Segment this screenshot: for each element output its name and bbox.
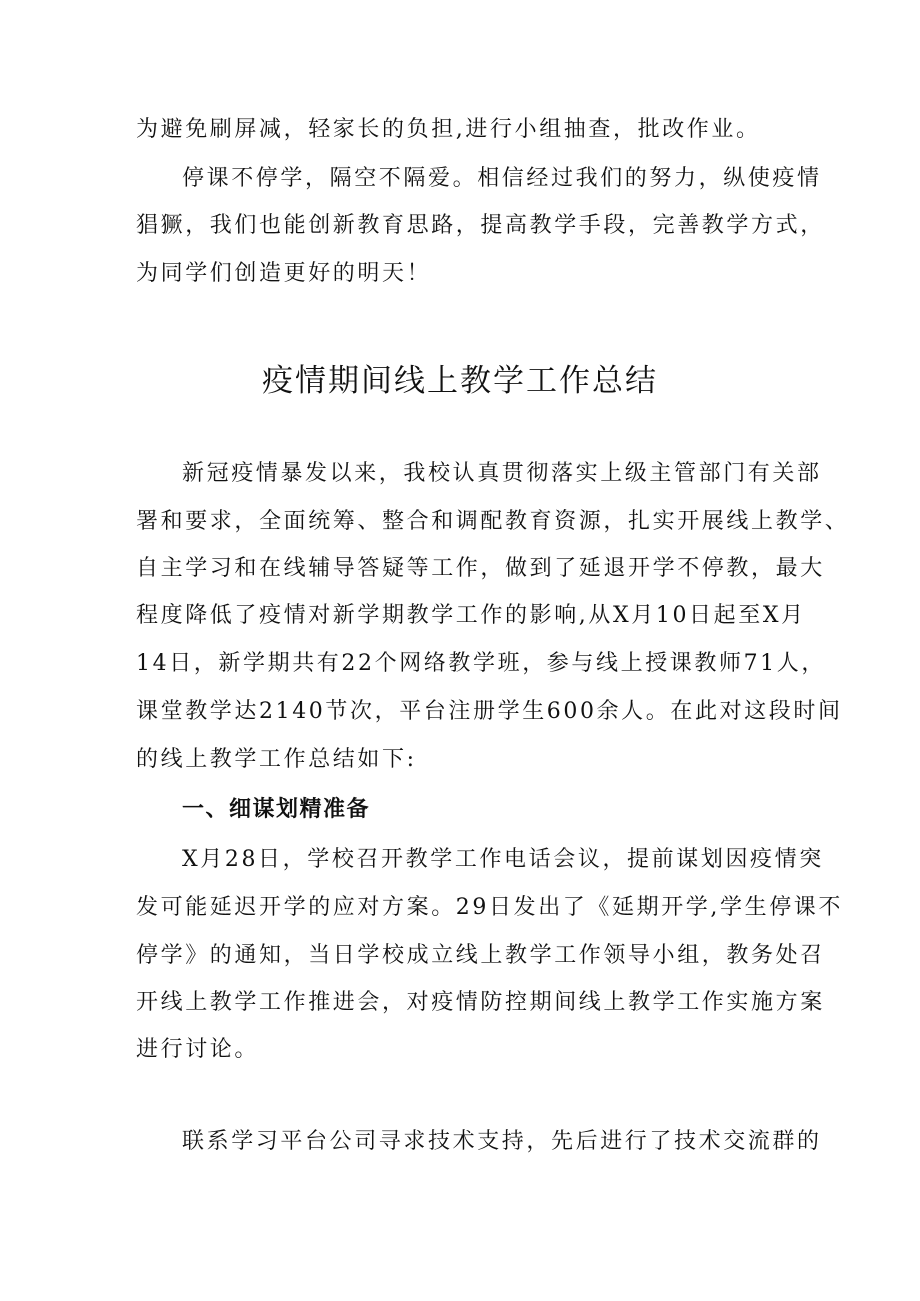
prev-paragraph-line: 为避免刷屏减，轻家长的负担,进行小组抽查，批改作业。	[136, 117, 761, 142]
intro-line: 署和要求，全面统筹、整合和调配教育资源，扎实开展线上教学、	[136, 509, 850, 534]
intro-line: 新冠疫情暴发以来，我校认真贯彻落实上级主管部门有关部	[182, 461, 822, 486]
prev-paragraph-line: 停课不停学，隔空不隔爱。相信经过我们的努力，纵使疫情	[182, 166, 822, 191]
document-title: 疫情期间线上教学工作总结	[262, 363, 658, 399]
section-line: X月28日，学校召开教学工作电话会议，提前谋划因疫情突	[182, 847, 824, 872]
intro-line: 14日，新学期共有22个网络教学班，参与线上授课教师71人，	[136, 651, 826, 676]
intro-line: 课堂教学达2140节次，平台注册学生600余人。在此对这段时间	[136, 699, 843, 724]
section-line: 进行讨论。	[136, 1037, 260, 1062]
intro-line: 程度降低了疫情对新学期教学工作的影响,从X月10日起至X月	[136, 603, 806, 628]
intro-line: 的线上教学工作总结如下:	[136, 747, 417, 772]
section-heading: 一、细谋划精准备	[182, 797, 371, 822]
section-line: 开线上教学工作推进会，对疫情防控期间线上教学工作实施方案	[136, 990, 825, 1015]
next-paragraph-line: 联系学习平台公司寻求技术支持，先后进行了技术交流群的	[182, 1129, 822, 1154]
intro-line: 自主学习和在线辅导答疑等工作，做到了延退开学不停教，最大	[136, 556, 825, 581]
section-line: 发可能延迟开学的应对方案。29日发出了《延期开学,学生停课不	[136, 895, 843, 920]
section-line: 停学》的通知，当日学校成立线上教学工作领导小组，教务处召	[136, 943, 825, 968]
prev-paragraph-line: 猖獗，我们也能创新教育思路，提高教学手段，完善教学方式，	[136, 213, 825, 238]
prev-paragraph-line: 为同学们创造更好的明天！	[136, 261, 432, 286]
